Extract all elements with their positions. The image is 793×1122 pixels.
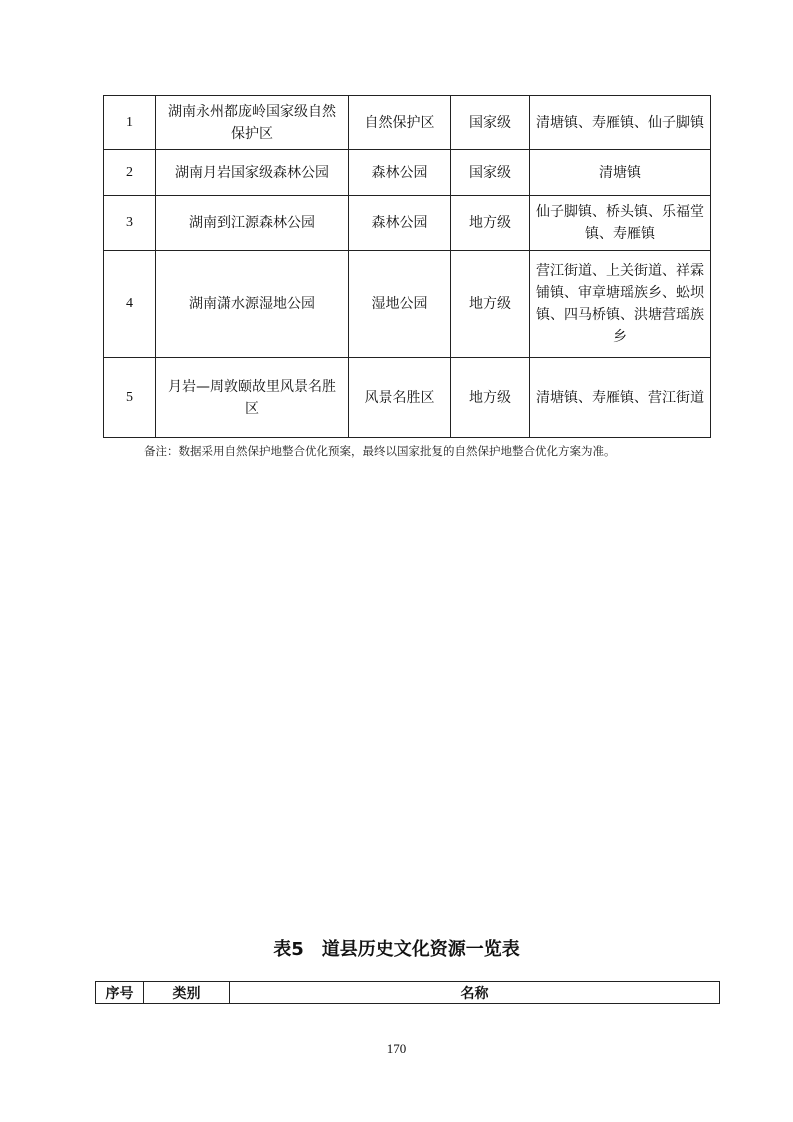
row-number: 1 bbox=[104, 96, 156, 150]
area-level: 地方级 bbox=[451, 358, 530, 438]
header-category: 类别 bbox=[144, 982, 230, 1004]
page-number: 170 bbox=[386, 1041, 407, 1056]
table-row bbox=[104, 96, 711, 150]
row-number: 2 bbox=[104, 150, 156, 196]
protected-areas-table bbox=[103, 95, 711, 438]
row-number: 4 bbox=[104, 251, 156, 358]
area-towns: 仙子脚镇、桥头镇、乐福堂镇、寿雁镇 bbox=[530, 196, 711, 251]
table-row bbox=[104, 251, 711, 358]
row-number: 3 bbox=[104, 196, 156, 251]
area-level: 国家级 bbox=[451, 96, 530, 150]
table-row bbox=[104, 150, 711, 196]
header-number: 序号 bbox=[96, 982, 144, 1004]
header-name: 名称 bbox=[230, 982, 720, 1004]
table-row bbox=[104, 196, 711, 251]
area-type: 湿地公园 bbox=[349, 251, 451, 358]
cultural-resources-table bbox=[95, 981, 720, 1004]
area-name: 月岩—周敦颐故里风景名胜区 bbox=[156, 358, 349, 438]
area-type: 森林公园 bbox=[349, 196, 451, 251]
area-towns: 清塘镇 bbox=[530, 150, 711, 196]
area-name: 湖南到江源森林公园 bbox=[156, 196, 349, 251]
area-name: 湖南潇水源湿地公园 bbox=[156, 251, 349, 358]
area-towns: 营江街道、上关街道、祥霖铺镇、审章塘瑶族乡、蚣坝镇、四马桥镇、洪塘营瑶族乡 bbox=[530, 251, 711, 358]
row-number: 5 bbox=[104, 358, 156, 438]
area-level: 地方级 bbox=[451, 251, 530, 358]
area-type: 森林公园 bbox=[349, 150, 451, 196]
table-row bbox=[104, 358, 711, 438]
area-towns: 清塘镇、寿雁镇、营江街道 bbox=[530, 358, 711, 438]
area-name: 湖南月岩国家级森林公园 bbox=[156, 150, 349, 196]
table-header-row bbox=[96, 982, 720, 1004]
area-name: 湖南永州都庞岭国家级自然保护区 bbox=[156, 96, 349, 150]
area-type: 风景名胜区 bbox=[349, 358, 451, 438]
area-type: 自然保护区 bbox=[349, 96, 451, 150]
area-level: 国家级 bbox=[451, 150, 530, 196]
area-level: 地方级 bbox=[451, 196, 530, 251]
table-title: 表5 道县历史文化资源一览表 bbox=[273, 939, 520, 960]
area-towns: 清塘镇、寿雁镇、仙子脚镇 bbox=[530, 96, 711, 150]
table-note: 备注：数据采用自然保护地整合优化预案，最终以国家批复的自然保护地整合优化方案为准。 bbox=[144, 444, 616, 458]
